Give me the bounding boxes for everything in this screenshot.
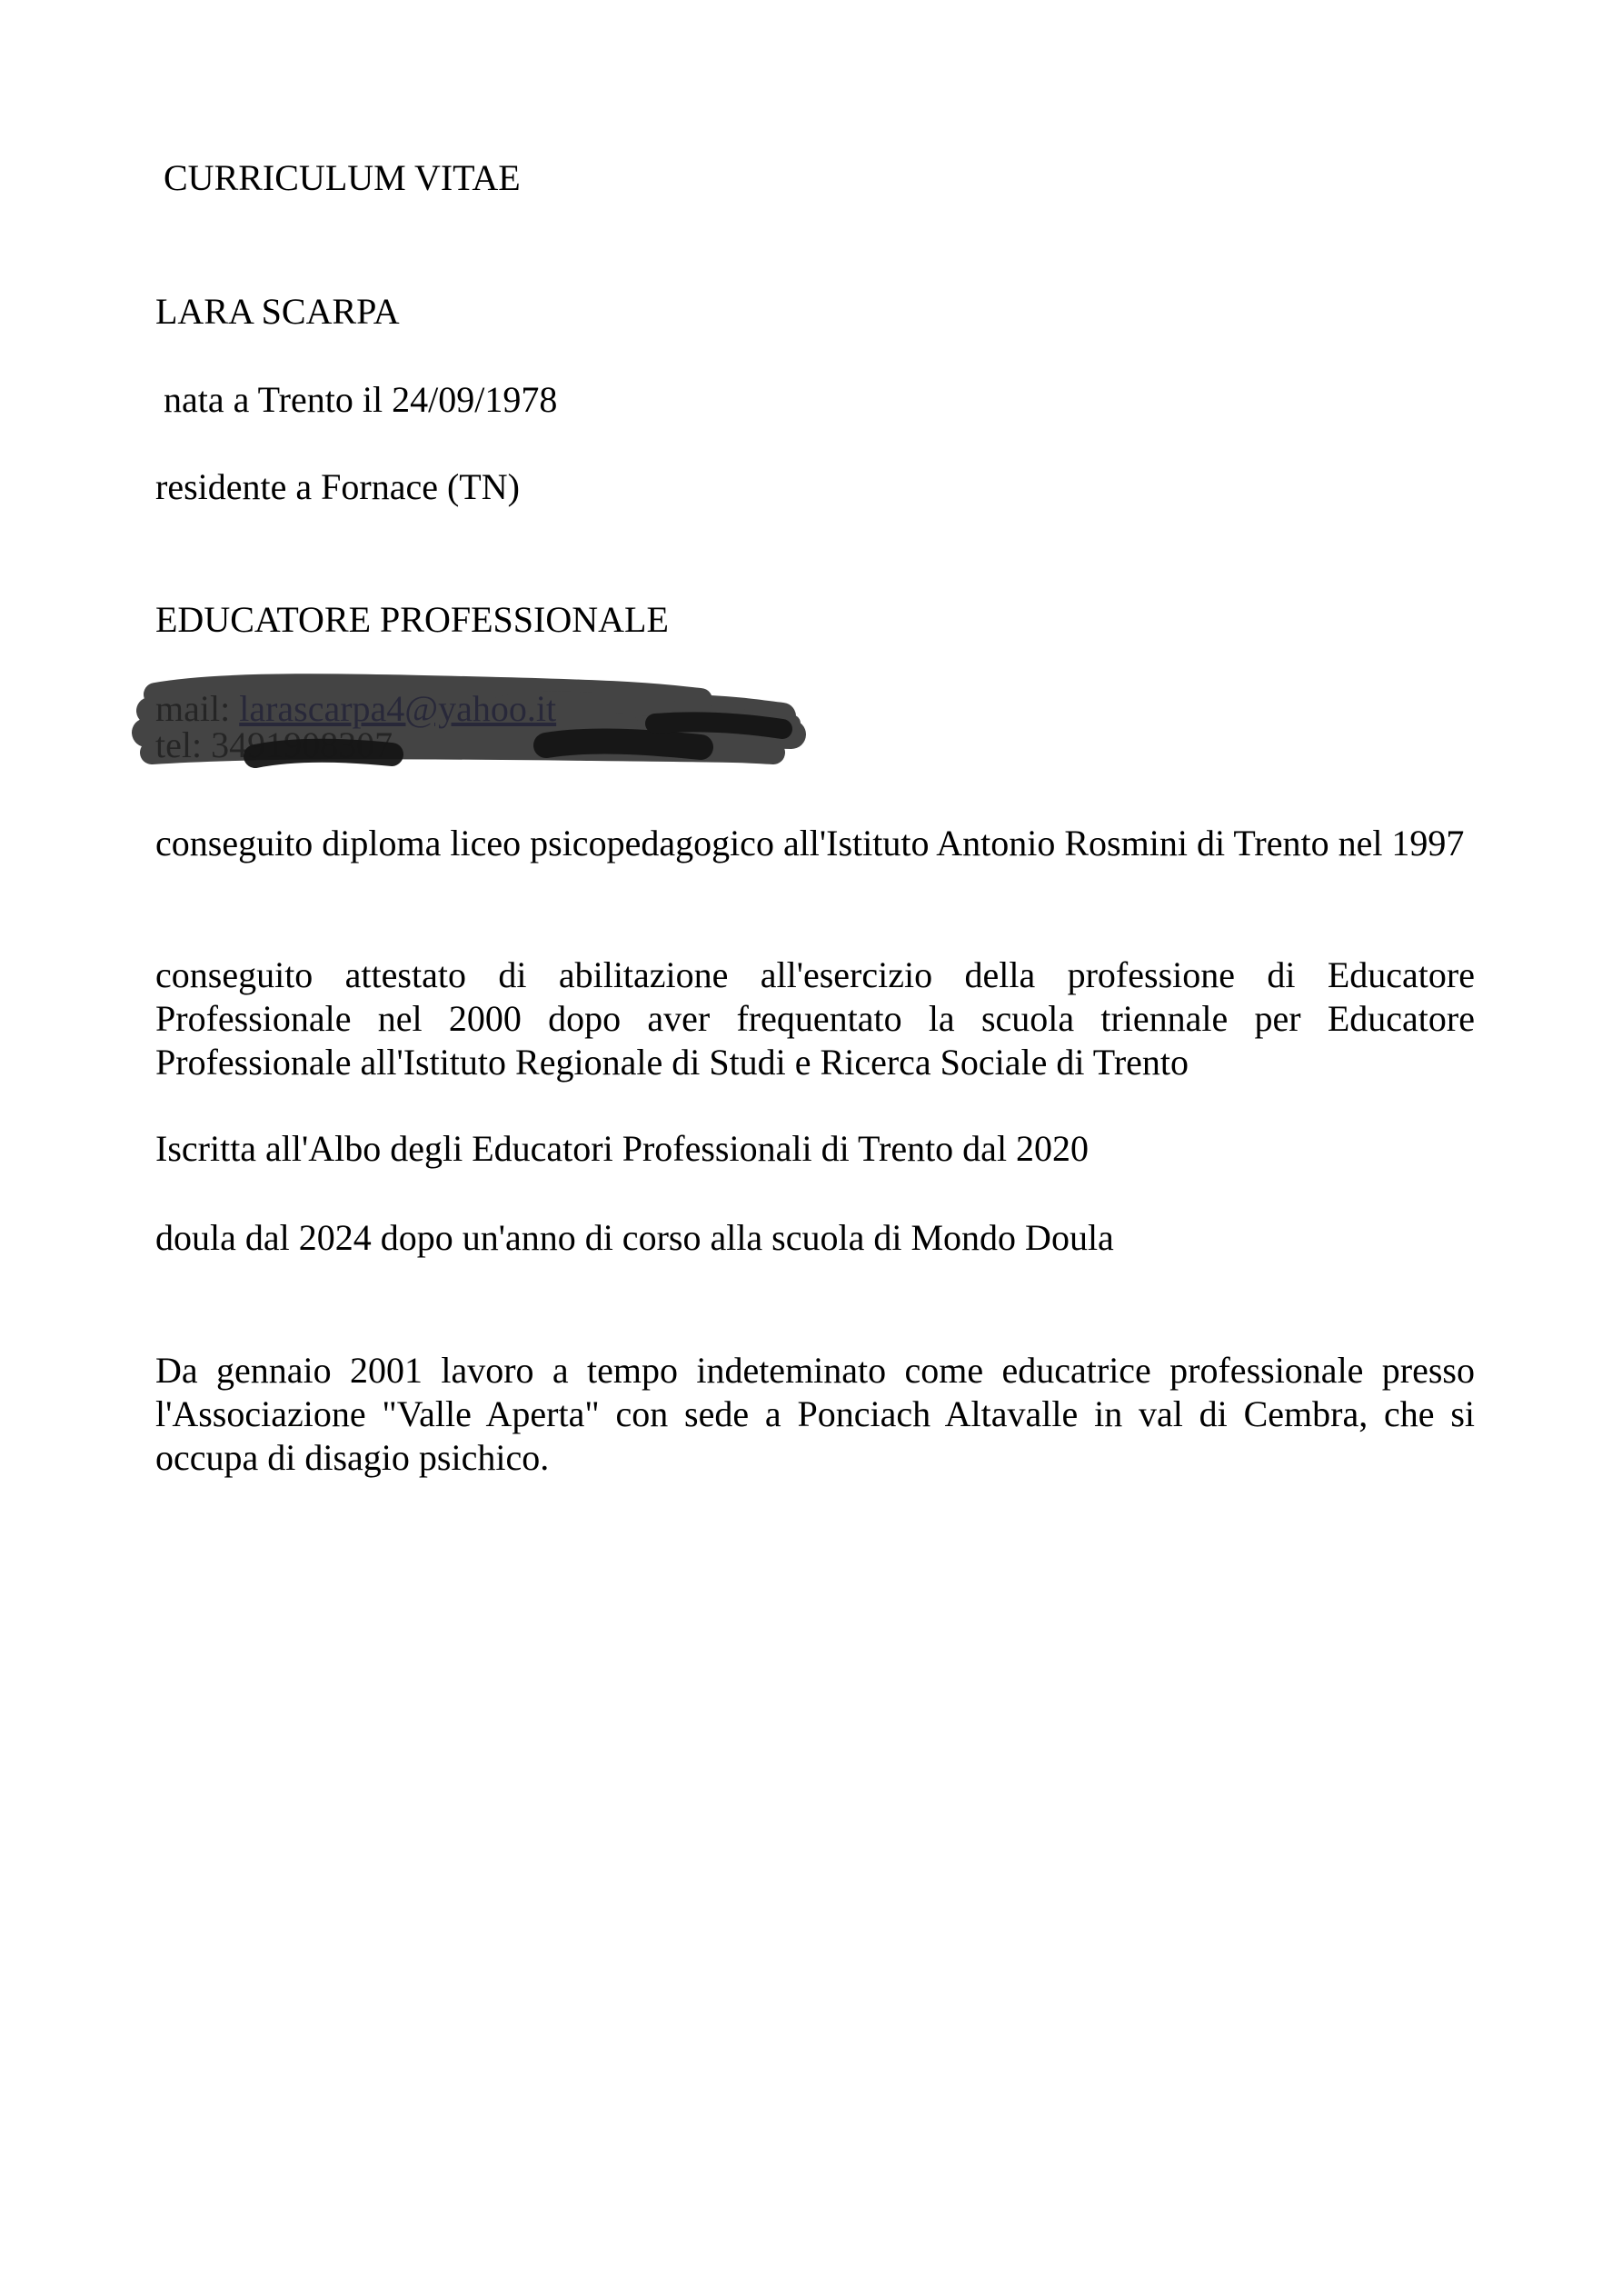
- mail-link[interactable]: larascarpa4@yahoo.it: [239, 688, 557, 729]
- tel-line: [155, 724, 393, 767]
- education-diploma: conseguito diploma liceo psicopedagogico all'Istituto Antonio Rosmini di Trento nel 1997: [155, 823, 1465, 863]
- mail-label: mail:: [155, 688, 240, 729]
- profession-title: EDUCATORE PROFESSIONALE: [155, 599, 669, 640]
- education-certificate: conseguito attestato di abilitazione all'esercizio della professione di Educatore Professionale nel 2000 dopo aver frequentato la scuola triennale per Educatore Professionale all'Istituto Regionale di Studi e Ricerca Sociale di Trento: [155, 954, 1475, 1083]
- person-name: LARA SCARPA: [155, 291, 400, 332]
- document-title: CURRICULUM VITAE: [164, 157, 521, 198]
- doula-info: doula dal 2024 dopo un'anno di corso alla scuola di Mondo Doula: [155, 1217, 1114, 1258]
- birth-info: nata a Trento il 24/09/1978: [164, 379, 558, 420]
- work-experience: Da gennaio 2001 lavoro a tempo indeteminato come educatrice professionale presso l'Associazione "Valle Aperta" con sede a Ponciach Altavalle in val di Cembra, che si occupa di disagio psichico.: [155, 1350, 1475, 1478]
- contact-block: [155, 687, 791, 778]
- residence-info: residente a Fornace (TN): [155, 466, 520, 507]
- tel-value: 3491908307: [211, 724, 393, 765]
- tel-label: tel:: [155, 724, 212, 765]
- albo-registration: Iscritta all'Albo degli Educatori Professionali di Trento dal 2020: [155, 1128, 1090, 1169]
